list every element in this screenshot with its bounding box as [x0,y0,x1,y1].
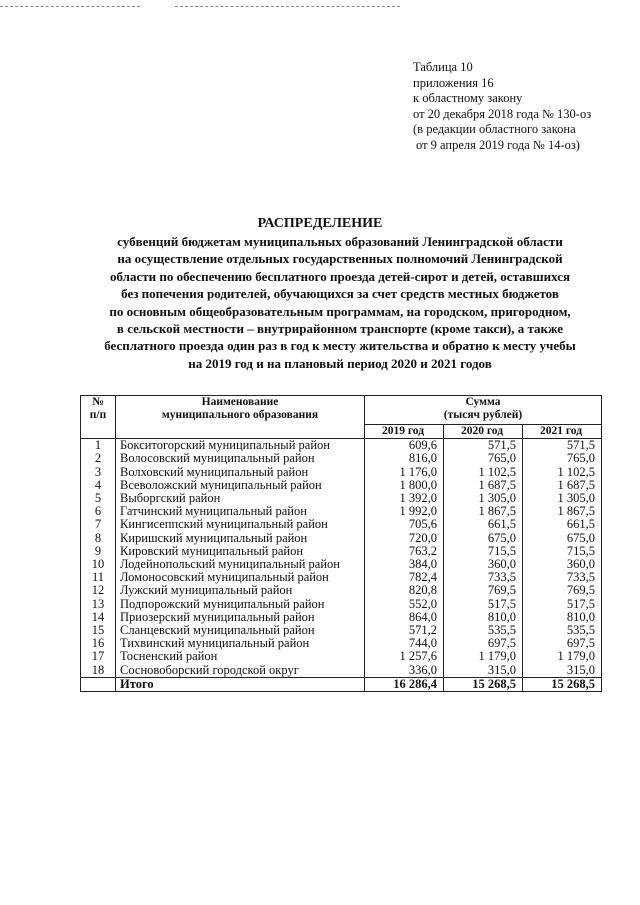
row-value-2019: 782,4 [365,571,444,584]
row-name: Кировский муниципальный район [116,545,365,558]
row-name: Тихвинский муниципальный район [116,637,365,650]
subtitle-line: на осуществление отдельных государственных полномочий Ленинградской [117,251,563,267]
table-row [81,598,602,611]
table-total-row [81,677,602,691]
document-subtitle [70,233,610,372]
row-value-2020: 1 179,0 [444,650,523,663]
row-name: Бокситогорский муниципальный район [116,439,365,453]
table-row [81,439,602,453]
row-number: 3 [81,466,116,479]
row-value-2021: 517,5 [523,598,602,611]
row-number: 8 [81,532,116,545]
row-value-2019: 571,2 [365,624,444,637]
distribution-table [80,395,602,692]
row-name: Лодейнопольский муниципальный район [116,558,365,571]
row-value-2021: 1 867,5 [523,505,602,518]
reference-line: от 20 декабря 2018 года № 130-оз [413,106,592,121]
row-value-2021: 535,5 [523,624,602,637]
subtitle-line: по основным общеобразовательным программам, на городском, пригородном, [109,303,571,319]
row-value-2020: 1 687,5 [444,479,523,492]
row-value-2021: 571,5 [523,439,602,453]
document-reference [413,60,591,153]
row-name: Ломоносовский муниципальный район [116,571,365,584]
row-value-2020: 765,0 [444,452,523,465]
row-name: Сосновоборский городской округ [116,664,365,678]
row-name: Волховский муниципальный район [116,466,365,479]
total-label: Итого [116,677,365,691]
table-row [81,650,602,663]
row-name: Приозерский муниципальный район [116,611,365,624]
subtitle-line: в сельской местности – внутрирайонном транспорте (кроме такси), а также [116,321,564,337]
row-value-2019: 336,0 [365,664,444,678]
row-value-2021: 1 102,5 [523,466,602,479]
row-value-2020: 315,0 [444,664,523,678]
row-value-2020: 1 305,0 [444,492,523,505]
row-name: Гатчинский муниципальный район [116,505,365,518]
row-value-2020: 733,5 [444,571,523,584]
header-year-2019: 2019 год [365,425,444,439]
row-value-2021: 697,5 [523,637,602,650]
header-name-line: муниципального образования [161,409,319,422]
row-value-2021: 765,0 [523,452,602,465]
row-value-2020: 517,5 [444,598,523,611]
subtitle-line: на 2019 год и на плановый период 2020 и 2021 годов [188,355,492,371]
header-number-symbol: № [92,396,104,408]
row-value-2019: 1 176,0 [365,466,444,479]
table-row [81,584,602,597]
row-value-2021: 769,5 [523,584,602,597]
total-2020: 15 268,5 [444,677,523,691]
reference-line: (в редакции областного закона [413,122,576,136]
row-value-2020: 675,0 [444,532,523,545]
scan-dash-line-left [0,6,140,7]
row-value-2021: 315,0 [523,664,602,678]
row-name: Лужский муниципальный район [116,584,365,597]
row-value-2020: 769,5 [444,584,523,597]
row-value-2019: 720,0 [365,532,444,545]
document-title: РАСПРЕДЕЛЕНИЕ [257,216,383,231]
row-value-2019: 1 800,0 [365,479,444,492]
row-value-2019: 609,6 [365,439,444,453]
row-value-2020: 535,5 [444,624,523,637]
subtitle-line: области по обеспечению бесплатного проезда детей-сирот и детей, оставшихся [109,268,571,284]
row-value-2019: 820,8 [365,584,444,597]
row-value-2021: 675,0 [523,532,602,545]
table-row [81,518,602,531]
row-value-2019: 744,0 [365,637,444,650]
row-name: Подпорожский муниципальный район [116,598,365,611]
row-number: 5 [81,492,116,505]
row-number: 14 [81,611,116,624]
header-name [116,396,365,439]
total-2019: 16 286,4 [365,677,444,691]
row-value-2019: 552,0 [365,598,444,611]
header-sum [365,396,602,425]
scan-dash-line-mid [175,6,400,7]
row-name: Киришский муниципальный район [116,532,365,545]
row-value-2021: 1 305,0 [523,492,602,505]
row-number: 18 [81,664,116,678]
row-value-2020: 810,0 [444,611,523,624]
row-value-2019: 1 257,6 [365,650,444,663]
subtitle-line: без попечения родителей, обучающихся за счет средств местных бюджетов [121,286,559,302]
subtitle-line: бесплатного проезда один раз в год к месту жительства и обратно к месту учебы [104,338,576,354]
table-row [81,452,602,465]
total-2021: 15 268,5 [523,677,602,691]
row-number: 15 [81,624,116,637]
row-number: 13 [81,598,116,611]
header-year-2021: 2021 год [523,425,602,439]
row-number: 6 [81,505,116,518]
header-number-abbr: п/п [89,409,107,422]
row-number: 1 [81,439,116,453]
row-value-2020: 715,5 [444,545,523,558]
table-row [81,664,602,678]
table-row [81,466,602,479]
row-value-2021: 1 687,5 [523,479,602,492]
row-name: Выборгский район [116,492,365,505]
header-year-2020: 2020 год [444,425,523,439]
row-value-2019: 816,0 [365,452,444,465]
row-value-2019: 705,6 [365,518,444,531]
subtitle-line: субвенций бюджетам муниципальных образований Ленинградской области [117,234,563,249]
row-value-2019: 763,2 [365,545,444,558]
row-value-2020: 1 867,5 [444,505,523,518]
row-value-2020: 697,5 [444,637,523,650]
row-name: Сланцевский муниципальный район [116,624,365,637]
row-name: Волосовский муниципальный район [116,452,365,465]
row-value-2020: 571,5 [444,439,523,453]
row-name: Тосненский район [116,650,365,663]
header-sum-unit: (тысяч рублей) [443,409,523,422]
row-value-2020: 661,5 [444,518,523,531]
header-number [81,396,116,439]
row-value-2020: 360,0 [444,558,523,571]
row-number: 12 [81,584,116,597]
reference-line: от 9 апреля 2019 года № 14-оз) [416,137,580,152]
reference-line: приложения 16 [413,75,494,90]
row-value-2021: 810,0 [523,611,602,624]
row-value-2019: 1 992,0 [365,505,444,518]
header-name-line: Наименование [201,396,279,408]
row-value-2021: 1 179,0 [523,650,602,663]
row-number: 11 [81,571,116,584]
row-number: 4 [81,479,116,492]
table-row [81,532,602,545]
row-value-2021: 733,5 [523,571,602,584]
row-value-2021: 715,5 [523,545,602,558]
row-value-2019: 864,0 [365,611,444,624]
row-value-2019: 1 392,0 [365,492,444,505]
row-number: 9 [81,545,116,558]
row-number: 16 [81,637,116,650]
row-value-2021: 661,5 [523,518,602,531]
row-value-2021: 360,0 [523,558,602,571]
row-number: 10 [81,558,116,571]
row-number: 2 [81,452,116,465]
reference-line: к областному закону [413,91,523,105]
row-value-2019: 384,0 [365,558,444,571]
row-value-2020: 1 102,5 [444,466,523,479]
row-number: 17 [81,650,116,663]
row-name: Всеволожский муниципальный район [116,479,365,492]
row-name: Кингисеппский муниципальный район [116,518,365,531]
header-sum-line: Сумма [465,396,501,408]
reference-line: Таблица 10 [413,60,473,74]
row-number: 7 [81,518,116,531]
